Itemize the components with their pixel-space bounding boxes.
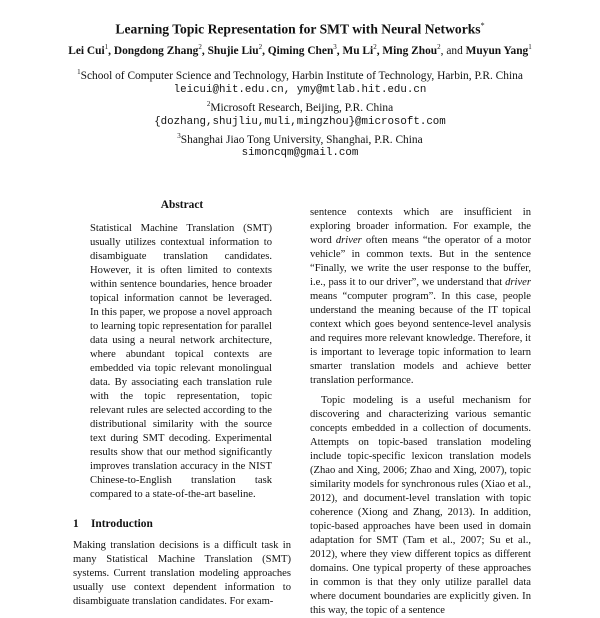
abstract-text: Statistical Machine Translation (SMT) usually utilizes contextual information to disambiguate translation candidates. However, it is often limited to contexts within sentence boundaries, hence broader topical information cannot be leveraged. In this paper, we propose a novel approach to learning topic representation for parallel data using a neural network architecture, where abundant topical contexts are embedded via topic relevant monolingual data. By associating each translation rule with the topic representation, topic relevant rules are selected according to the distributional similarity with the source text during SMT decoding. Experimental results show that our method significantly improves translation accuracy in the NIST Chinese-to-English translation task compared to a state-of-the-art baseline. xyxy=(90,223,272,500)
author-name: Muyun Yang xyxy=(465,44,529,57)
author-affiliation-mark: 2 xyxy=(373,43,377,51)
author-affiliation-mark: 2 xyxy=(437,43,441,51)
affiliation-1 xyxy=(0,65,600,83)
affiliation-3-email: simoncqm@gmail.com xyxy=(241,147,359,160)
author-affiliation-mark: 2 xyxy=(198,43,202,51)
paper-title-text: Learning Topic Representation for SMT with Neural Networks xyxy=(115,21,481,37)
author-joiner: , and xyxy=(440,44,466,57)
paper-title xyxy=(0,18,600,38)
author-affiliation-mark: 2 xyxy=(258,43,263,51)
title-footnote-mark: * xyxy=(480,21,485,30)
right-paragraph-1 xyxy=(310,206,531,388)
right-paragraph-1-part-1: sentence contexts which are insufficient in exploring broader information. For example, the word xyxy=(310,207,531,246)
author-name: Shujie Liu xyxy=(207,44,259,57)
right-paragraph-1-part-3: means “computer program”. In this case, people understand the meaning because of the IT topical context which goes beyond sentence-level analysis and requires more relevant knowledge. Therefore, it is important to leverage topic information to learn smarter translation models and achieve better translation performance. xyxy=(310,291,531,386)
section-heading-introduction xyxy=(73,517,291,531)
abstract-heading: Abstract xyxy=(160,199,204,211)
affiliation-3 xyxy=(0,129,600,147)
affiliation-1-mark: 1 xyxy=(77,68,81,76)
italic-term-driver-2: driver xyxy=(505,277,531,288)
right-column xyxy=(310,206,531,618)
author-name: Mu Li xyxy=(342,44,374,57)
section-title: Introduction xyxy=(91,518,153,530)
affiliation-2-email: {dozhang,shujliu,muli,mingzhou}@microsoft.com xyxy=(154,115,446,128)
right-paragraph-1-part-2: often means “the operator of a motor vehicle” in common texts. But in the sentence “Finally, we write the user response to the buffer, i.e., pass it to our driver”, we understand that xyxy=(310,235,532,288)
author-name: Ming Zhou xyxy=(382,44,438,57)
author-affiliation-mark: 1 xyxy=(528,43,532,51)
right-paragraph-2: Topic modeling is a useful mechanism for discovering and characterizing various semantic concepts embedded in a collection of documents. Attempts on topic-based translation modeling include topic-specific lexicon translation models (Zhao and Xing, 2006; Zhao and Xing, 2007), topic similarity models for synchronous rules (Xiao et al., 2012), and document-level translation with topic coherence (Xiong and Zhang, 2013). In addition, topic-based approaches have been used in domain adaptation for SMT (Tam et al., 2007; Su et al., 2012), where they view different topics as different domains. One typical property of these approaches in common is that they only utilize parallel data where document boundaries are explicitly given. In this way, the topic of a sentence xyxy=(310,395,531,616)
affiliation-3-name: Shanghai Jiao Tong University, Shanghai, P.R. China xyxy=(180,133,423,146)
section-number: 1 xyxy=(73,518,79,530)
affiliation-1-name: School of Computer Science and Technology, Harbin Institute of Technology, Harbin, P.R. China xyxy=(80,69,523,82)
author-name: Lei Cui xyxy=(68,44,105,57)
introduction-paragraph: Making translation decisions is a difficult task in many Statistical Machine Translation (SMT) systems. Current translation modeling approaches usually use context dependent information to disambiguate translation candidates. For exam- xyxy=(73,540,291,607)
affiliation-1-email: leicui@hit.edu.cn, ymy@mtlab.hit.edu.cn xyxy=(173,83,427,96)
author-affiliation-mark: 1 xyxy=(104,43,109,51)
left-column xyxy=(73,198,291,609)
italic-term-driver-1: driver xyxy=(335,235,362,246)
author-name: Dongdong Zhang xyxy=(113,44,199,57)
affiliation-3-mark: 3 xyxy=(177,131,181,140)
affiliation-2-name: Microsoft Research, Beijing, P.R. China xyxy=(210,101,394,114)
author-name: Qiming Chen xyxy=(267,44,334,57)
affiliation-2 xyxy=(0,97,600,115)
author-list: Lei Cui$^1$, Dongdong Zhang$^2$, Shujie Liu$^2$, Qiming Chen$^3$, Mu Li$^2$, Ming Zhou$^2$, and Muyun Yang$^1$ xyxy=(68,43,532,57)
affiliation-2-mark: 2 xyxy=(206,99,211,108)
author-affiliation-mark: 3 xyxy=(333,43,337,51)
affiliations xyxy=(0,65,600,160)
